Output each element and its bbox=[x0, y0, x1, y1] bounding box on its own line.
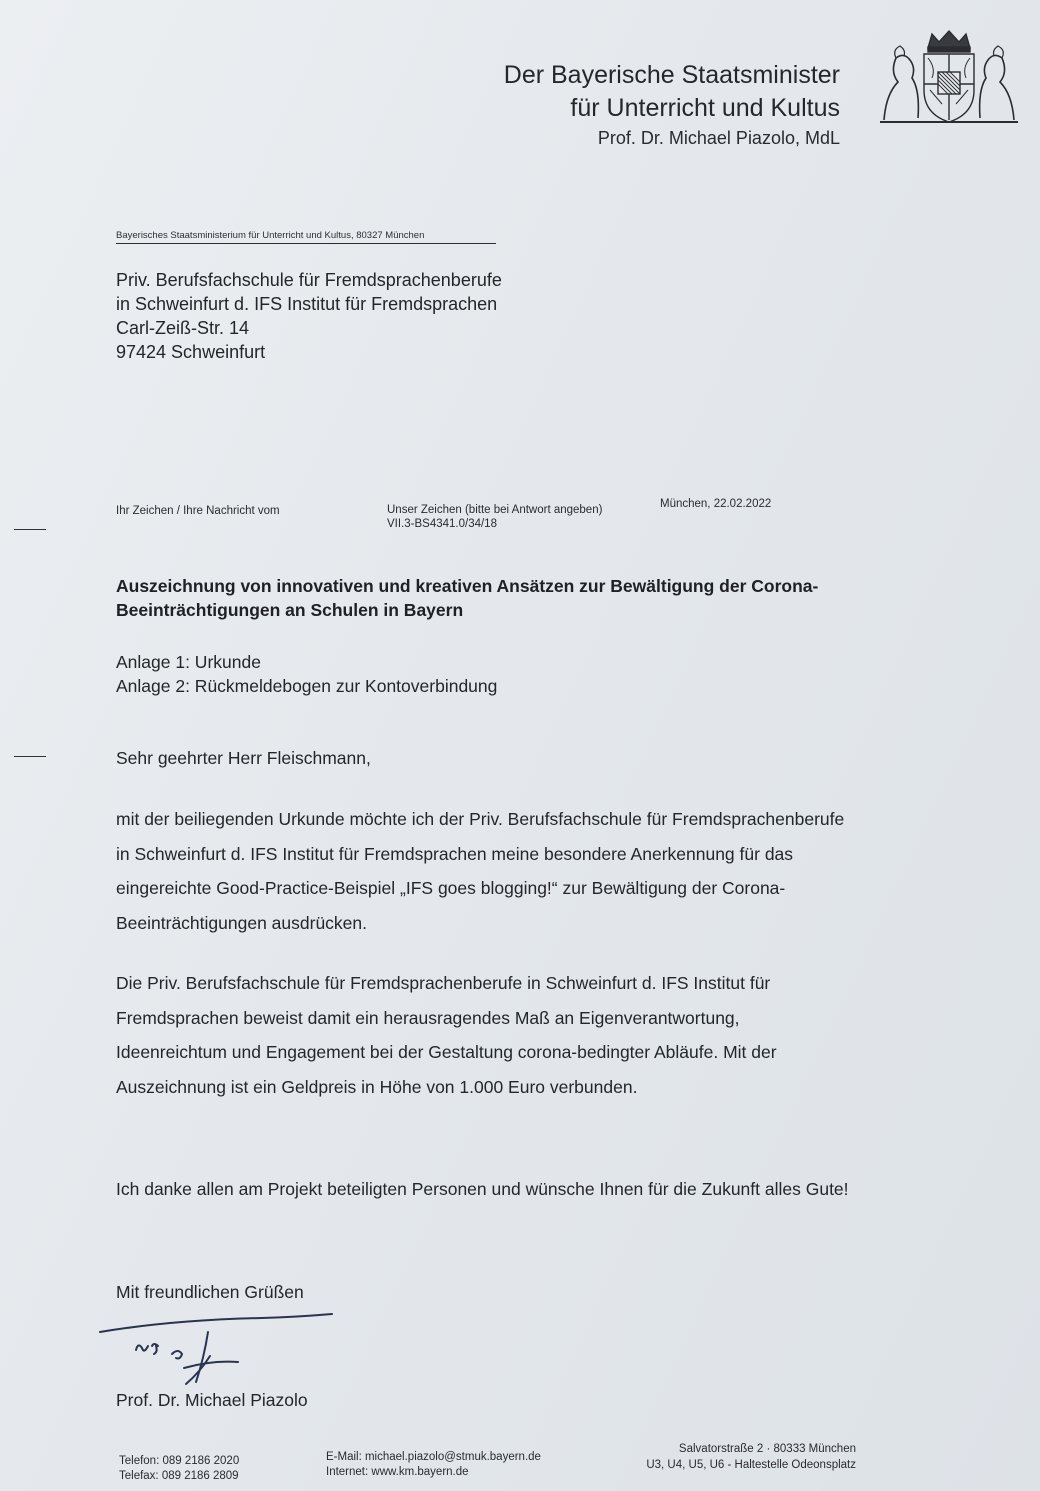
place-date: München, 22.02.2022 bbox=[660, 498, 772, 510]
bavarian-coat-of-arms-icon bbox=[876, 28, 1022, 128]
recipient-street: Carl-Zeiß-Str. 14 bbox=[116, 318, 250, 338]
footer-transit: U3, U4, U5, U6 - Haltestelle Odeonsplatz bbox=[646, 1459, 856, 1471]
footer-internet: Internet: www.km.bayern.de bbox=[326, 1466, 469, 1478]
our-reference-label: Unser Zeichen (bitte bei Antwort angeben) bbox=[387, 504, 603, 516]
handwritten-signature-icon bbox=[92, 1308, 352, 1398]
closing: Mit freundlichen Grüßen bbox=[116, 1282, 304, 1302]
letter-subject: Auszeichnung von innovativen und kreativen Ansätzen zur Bewältigung der Corona-Beeinträchtigungen an Schulen in Bayern bbox=[116, 576, 819, 620]
fold-mark-top bbox=[14, 529, 46, 530]
our-reference-value: VII.3-BS4341.0/34/18 bbox=[387, 518, 497, 530]
fold-mark-middle bbox=[14, 756, 46, 757]
letterhead-minister: Prof. Dr. Michael Piazolo, MdL bbox=[597, 128, 840, 148]
recipient-line1: Priv. Berufsfachschule für Fremdsprachenberufe bbox=[116, 270, 502, 290]
footer-email: E-Mail: michael.piazolo@stmuk.bayern.de bbox=[326, 1451, 541, 1463]
body-paragraph-1: mit der beiliegenden Urkunde möchte ich der Priv. Berufsfachschule für Fremdsprachenberufe in Schweinfurt d. IFS Institut für Fremdsprachen meine besondere Anerkennung für das eingereichte Good-Practice-Beispiel „IFS goes blogging!“ zur Bewältigung der Corona-Beeinträchtigungen ausdrücken. bbox=[116, 809, 845, 933]
enclosure-2: Anlage 2: Rückmeldebogen zur Kontoverbindung bbox=[116, 676, 498, 696]
body-paragraph-2: Die Priv. Berufsfachschule für Fremdsprachenberufe in Schweinfurt d. IFS Institut für Fremdsprachen beweist damit ein herausragendes Maß an Eigenverantwortung, Ideenreichtum und Engagement bei der Gestaltung corona-bedingter Abläufe. Mit der Auszeichnung ist ein Geldpreis in Höhe von 1.000 Euro verbunden. bbox=[116, 973, 777, 1097]
footer-phone: Telefon: 089 2186 2020 bbox=[119, 1455, 240, 1467]
your-reference-label: Ihr Zeichen / Ihre Nachricht vom bbox=[116, 505, 280, 517]
letterhead-title-line2: für Unterricht und Kultus bbox=[570, 94, 840, 122]
salutation: Sehr geehrter Herr Fleischmann, bbox=[116, 748, 371, 768]
body-paragraph-3: Ich danke allen am Projekt beteiligten Personen und wünsche Ihnen für die Zukunft alles Gute! bbox=[116, 1179, 849, 1199]
sender-line: Bayerisches Staatsministerium für Unterricht und Kultus, 80327 München bbox=[116, 230, 496, 244]
footer-address: Salvatorstraße 2 · 80333 München bbox=[678, 1443, 856, 1455]
letterhead-title-line1: Der Bayerische Staatsminister bbox=[503, 61, 840, 89]
recipient-line2: in Schweinfurt d. IFS Institut für Fremdsprachen bbox=[116, 294, 498, 314]
recipient-city: 97424 Schweinfurt bbox=[116, 342, 266, 362]
footer-fax: Telefax: 089 2186 2809 bbox=[119, 1470, 239, 1482]
enclosure-1: Anlage 1: Urkunde bbox=[116, 652, 261, 672]
signatory-name: Prof. Dr. Michael Piazolo bbox=[116, 1390, 308, 1410]
